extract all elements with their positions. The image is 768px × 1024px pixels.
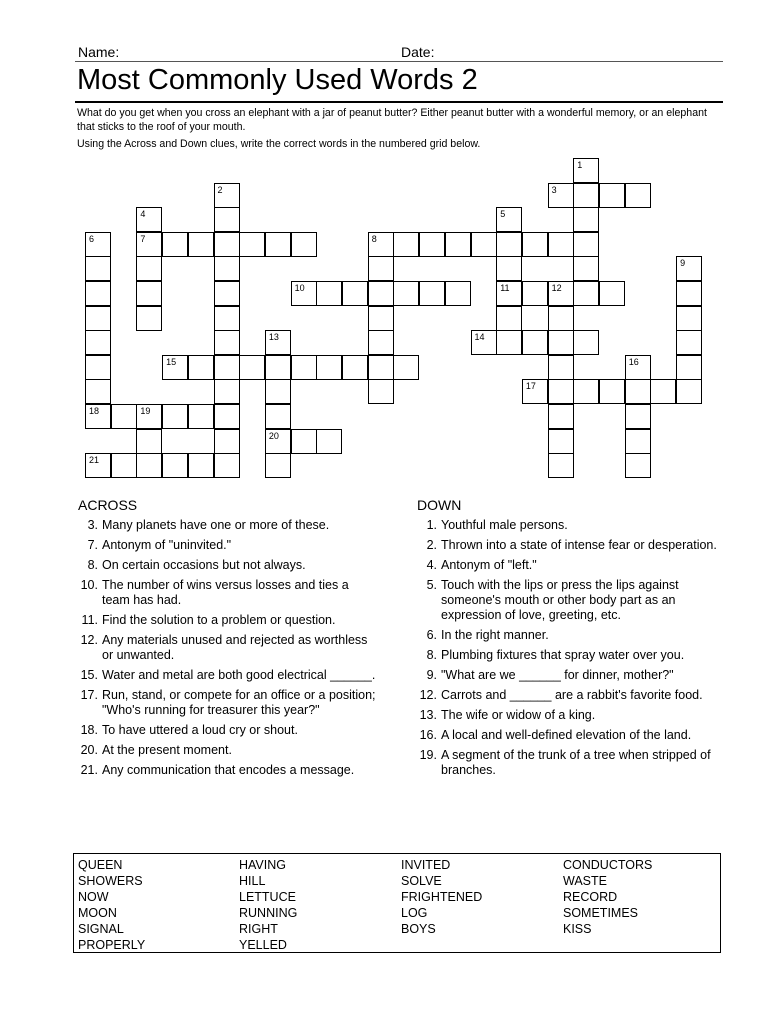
crossword-cell[interactable] [111, 453, 137, 478]
across-clue [78, 743, 378, 758]
clue-number: 7. [87, 538, 98, 552]
clue-number: 10. [80, 578, 98, 592]
cell-number: 8 [371, 233, 377, 244]
crossword-cell[interactable] [573, 330, 599, 355]
down-heading: DOWN [417, 497, 462, 513]
crossword-cell[interactable] [85, 379, 111, 404]
down-clue [417, 538, 717, 553]
word-bank-word: NOW [78, 890, 109, 904]
across-clue [78, 688, 378, 718]
clue-text: Youthful male persons. [441, 518, 568, 532]
word-bank-column [401, 857, 482, 937]
crossword-cell[interactable] [136, 404, 162, 429]
clue-text: The number of wins versus losses and ties a team has had. [102, 578, 349, 607]
crossword-cell[interactable] [573, 281, 599, 306]
crossword-cell[interactable] [291, 429, 317, 454]
crossword-cell[interactable] [676, 379, 702, 404]
crossword-cell[interactable] [548, 429, 574, 454]
across-clue [78, 518, 378, 533]
crossword-cell[interactable] [291, 355, 317, 380]
clue-number: 8. [87, 558, 98, 572]
crossword-grid [0, 0, 768, 500]
cell-number: 15 [166, 356, 177, 367]
crossword-cell[interactable] [573, 183, 599, 208]
crossword-cell[interactable] [650, 379, 676, 404]
crossword-cell[interactable] [573, 158, 599, 183]
crossword-cell[interactable] [85, 306, 111, 331]
cell-number: 17 [525, 381, 536, 392]
crossword-cell[interactable] [522, 379, 548, 404]
crossword-cell[interactable] [445, 232, 471, 257]
crossword-cell[interactable] [136, 207, 162, 232]
word-bank-word: LOG [401, 906, 428, 920]
cell-number: 13 [268, 332, 279, 343]
word-bank-word: KISS [563, 922, 592, 936]
cell-number: 12 [551, 283, 562, 293]
crossword-cell[interactable] [496, 207, 522, 232]
crossword-cell[interactable] [214, 379, 240, 404]
cell-number: 16 [628, 356, 639, 367]
page-title: Most Commonly Used Words 2 [77, 64, 478, 96]
clue-number: 4. [426, 558, 437, 572]
crossword-cell[interactable] [85, 453, 111, 478]
clue-text: To have uttered a loud cry or shout. [102, 723, 298, 737]
crossword-cell[interactable] [393, 355, 419, 380]
down-clues [417, 497, 717, 783]
crossword-cell[interactable] [214, 232, 240, 257]
word-bank-word: SOLVE [401, 874, 442, 888]
across-clue [78, 668, 378, 683]
down-clue [417, 558, 717, 573]
crossword-cell[interactable] [316, 429, 342, 454]
word-bank-word: SIGNAL [78, 922, 124, 936]
clue-text: "What are we ______ for dinner, mother?" [441, 668, 674, 682]
crossword-cell[interactable] [188, 232, 214, 257]
crossword-cell[interactable] [676, 306, 702, 331]
crossword-cell[interactable] [265, 429, 291, 454]
crossword-cell[interactable] [625, 183, 651, 208]
crossword-cell[interactable] [239, 232, 265, 257]
crossword-cell[interactable] [548, 183, 574, 208]
crossword-cell[interactable] [625, 404, 651, 429]
crossword-cell[interactable] [368, 232, 394, 257]
crossword-cell[interactable] [265, 453, 291, 478]
crossword-cell[interactable] [136, 306, 162, 331]
crossword-cell[interactable] [136, 453, 162, 478]
crossword-cell[interactable] [599, 379, 625, 404]
clue-text: Carrots and ______ are a rabbit's favorite food. [441, 688, 703, 702]
crossword-cell[interactable] [393, 232, 419, 257]
clue-text: Any communication that encodes a message. [102, 763, 355, 777]
crossword-cell[interactable] [214, 256, 240, 281]
name-label: Name: [78, 44, 120, 60]
date-label: Date: [401, 44, 435, 60]
crossword-cell[interactable] [496, 281, 522, 306]
crossword-cell[interactable] [342, 355, 368, 380]
across-clue [78, 723, 378, 738]
crossword-cell[interactable] [548, 281, 574, 306]
crossword-cell[interactable] [548, 404, 574, 429]
clue-text: At the present moment. [102, 743, 232, 757]
clue-text: Find the solution to a problem or question. [102, 613, 336, 627]
down-clue [417, 518, 717, 533]
across-clue [78, 763, 378, 778]
crossword-cell[interactable] [214, 281, 240, 306]
cell-number: 14 [474, 332, 485, 343]
clue-number: 17. [80, 688, 98, 702]
down-clue [417, 748, 717, 778]
across-heading: ACROSS [78, 497, 138, 513]
crossword-cell[interactable] [676, 256, 702, 281]
crossword-cell[interactable] [85, 355, 111, 380]
crossword-cell[interactable] [162, 404, 188, 429]
crossword-cell[interactable] [676, 281, 702, 306]
crossword-cell[interactable] [445, 281, 471, 306]
crossword-cell[interactable] [471, 232, 497, 257]
down-clue [417, 628, 717, 643]
crossword-cell[interactable] [162, 232, 188, 257]
down-clue [417, 708, 717, 723]
cell-number: 4 [140, 209, 146, 220]
crossword-cell[interactable] [496, 232, 522, 257]
intro-text: What do you get when you cross an elephant with a jar of peanut butter? Either peanut butter with a wonderful memory, or an elephant that sticks to the roof of your mouth. [77, 107, 707, 133]
word-bank-word: PROPERLY [78, 938, 146, 952]
clue-text: Antonym of "uninvited." [102, 538, 232, 552]
cell-number: 6 [89, 233, 95, 244]
clue-text: Thrown into a state of intense fear or desperation. [441, 538, 717, 552]
word-bank-word: QUEEN [78, 858, 123, 872]
clue-text: Touch with the lips or press the lips against someone's mouth or other body part as an expression of love, greeting, etc. [441, 578, 679, 622]
clue-number: 20. [80, 743, 98, 757]
clue-number: 18. [80, 723, 98, 737]
word-bank-word: CONDUCTORS [563, 858, 653, 872]
crossword-cell[interactable] [291, 281, 317, 306]
clue-text: Many planets have one or more of these. [102, 518, 330, 532]
down-clue [417, 728, 717, 743]
crossword-cell[interactable] [625, 379, 651, 404]
down-clue [417, 668, 717, 683]
crossword-cell[interactable] [419, 281, 445, 306]
crossword-cell[interactable] [188, 453, 214, 478]
cell-number: 9 [680, 258, 686, 269]
crossword-cell[interactable] [676, 330, 702, 355]
crossword-cell[interactable] [676, 355, 702, 380]
cell-number: 11 [500, 283, 510, 293]
crossword-cell[interactable] [214, 306, 240, 331]
crossword-cell[interactable] [599, 281, 625, 306]
clue-number: 3. [87, 518, 98, 532]
clue-number: 12. [80, 633, 98, 647]
down-clue [417, 688, 717, 703]
clue-number: 9. [426, 668, 437, 682]
clue-number: 5. [426, 578, 437, 592]
word-bank [73, 853, 721, 953]
cell-number: 21 [89, 455, 100, 466]
crossword-cell[interactable] [471, 330, 497, 355]
crossword-cell[interactable] [214, 207, 240, 232]
clue-number: 11. [81, 613, 98, 627]
across-clues [78, 497, 378, 783]
word-bank-word: LETTUCE [239, 890, 296, 904]
cell-number: 2 [217, 184, 223, 195]
cell-number: 19 [140, 406, 151, 416]
clue-text: Antonym of "left." [441, 558, 537, 572]
clue-number: 13. [419, 708, 437, 722]
crossword-cell[interactable] [548, 306, 574, 331]
crossword-cell[interactable] [265, 232, 291, 257]
crossword-cell[interactable] [162, 453, 188, 478]
clue-number: 19. [419, 748, 437, 762]
across-clue [78, 578, 378, 608]
crossword-cell[interactable] [136, 429, 162, 454]
crossword-cell[interactable] [573, 379, 599, 404]
across-clue [78, 538, 378, 553]
crossword-cell[interactable] [214, 453, 240, 478]
crossword-cell[interactable] [496, 306, 522, 331]
crossword-cell[interactable] [496, 256, 522, 281]
crossword-cell[interactable] [625, 355, 651, 380]
clue-text: Run, stand, or compete for an office or a position; "Who's running for treasurer this year?" [102, 688, 376, 717]
cell-number: 5 [500, 209, 506, 220]
clue-text: The wife or widow of a king. [441, 708, 596, 722]
word-bank-word: BOYS [401, 922, 436, 936]
crossword-cell[interactable] [136, 232, 162, 257]
crossword-cell[interactable] [419, 232, 445, 257]
word-bank-word: HAVING [239, 858, 286, 872]
crossword-cell[interactable] [625, 453, 651, 478]
crossword-cell[interactable] [368, 355, 394, 380]
clue-text: Any materials unused and rejected as worthless or unwanted. [102, 633, 368, 662]
crossword-cell[interactable] [522, 330, 548, 355]
clue-number: 2. [426, 538, 437, 552]
clue-text: On certain occasions but not always. [102, 558, 306, 572]
crossword-cell[interactable] [162, 355, 188, 380]
word-bank-word: MOON [78, 906, 117, 920]
crossword-cell[interactable] [214, 183, 240, 208]
clue-text: Water and metal are both good electrical ______. [102, 668, 376, 682]
crossword-cell[interactable] [214, 404, 240, 429]
crossword-cell[interactable] [85, 232, 111, 257]
crossword-cell[interactable] [291, 232, 317, 257]
down-clue [417, 578, 717, 623]
word-bank-word: INVITED [401, 858, 451, 872]
cell-number: 10 [294, 283, 305, 293]
crossword-cell[interactable] [214, 330, 240, 355]
crossword-cell[interactable] [496, 330, 522, 355]
crossword-cell[interactable] [393, 281, 419, 306]
clue-text: In the right manner. [441, 628, 549, 642]
word-bank-word: SOMETIMES [563, 906, 639, 920]
clue-number: 1. [426, 518, 437, 532]
cell-number: 18 [89, 406, 100, 416]
crossword-cell[interactable] [368, 256, 394, 281]
crossword-cell[interactable] [265, 355, 291, 380]
crossword-cell[interactable] [136, 281, 162, 306]
crossword-cell[interactable] [573, 232, 599, 257]
instructions-text: Using the Across and Down clues, write the correct words in the numbered grid below. [77, 138, 481, 150]
clue-number: 21. [80, 763, 98, 777]
crossword-cell[interactable] [316, 355, 342, 380]
crossword-cell[interactable] [85, 330, 111, 355]
crossword-cell[interactable] [188, 355, 214, 380]
word-bank-column [78, 857, 145, 953]
word-bank-word: RECORD [563, 890, 618, 904]
crossword-cell[interactable] [85, 404, 111, 429]
crossword-cell[interactable] [368, 306, 394, 331]
crossword-cell[interactable] [136, 256, 162, 281]
crossword-cell[interactable] [368, 330, 394, 355]
crossword-cell[interactable] [548, 232, 574, 257]
crossword-cell[interactable] [599, 183, 625, 208]
crossword-cell[interactable] [265, 404, 291, 429]
crossword-cell[interactable] [368, 281, 394, 306]
crossword-cell[interactable] [342, 281, 368, 306]
crossword-cell[interactable] [265, 330, 291, 355]
cell-number: 1 [577, 160, 583, 170]
cell-number: 3 [551, 184, 557, 195]
word-bank-word: SHOWERS [78, 874, 143, 888]
crossword-cell[interactable] [522, 281, 548, 306]
crossword-cell[interactable] [85, 281, 111, 306]
crossword-cell[interactable] [214, 355, 240, 380]
clue-number: 8. [426, 648, 437, 662]
word-bank-word: YELLED [239, 938, 287, 952]
crossword-cell[interactable] [548, 379, 574, 404]
word-bank-word: RIGHT [239, 922, 278, 936]
clue-number: 6. [426, 628, 437, 642]
word-bank-word: HILL [239, 874, 266, 888]
clue-number: 12. [419, 688, 437, 702]
word-bank-column [563, 857, 652, 937]
crossword-cell[interactable] [316, 281, 342, 306]
across-clue [78, 613, 378, 628]
crossword-cell[interactable] [111, 404, 137, 429]
crossword-cell[interactable] [573, 207, 599, 232]
clue-text: A local and well-defined elevation of the land. [441, 728, 692, 742]
crossword-cell[interactable] [522, 232, 548, 257]
crossword-cell[interactable] [548, 453, 574, 478]
clue-text: Plumbing fixtures that spray water over you. [441, 648, 685, 662]
crossword-cell[interactable] [85, 256, 111, 281]
crossword-cell[interactable] [239, 355, 265, 380]
cell-number: 7 [140, 233, 146, 244]
crossword-cell[interactable] [625, 429, 651, 454]
crossword-cell[interactable] [265, 379, 291, 404]
cell-number: 20 [268, 430, 279, 441]
crossword-cell[interactable] [573, 256, 599, 281]
word-bank-word: RUNNING [239, 906, 298, 920]
crossword-cell[interactable] [188, 404, 214, 429]
word-bank-column [239, 857, 297, 953]
crossword-cell[interactable] [548, 330, 574, 355]
word-bank-word: WASTE [563, 874, 607, 888]
clue-text: A segment of the trunk of a tree when stripped of branches. [441, 748, 711, 777]
clue-number: 15. [80, 668, 98, 682]
across-clue [78, 558, 378, 573]
crossword-cell[interactable] [368, 379, 394, 404]
clue-number: 16. [419, 728, 437, 742]
word-bank-word: FRIGHTENED [401, 890, 483, 904]
crossword-cell[interactable] [548, 355, 574, 380]
down-clue [417, 648, 717, 663]
crossword-cell[interactable] [214, 429, 240, 454]
across-clue [78, 633, 378, 663]
